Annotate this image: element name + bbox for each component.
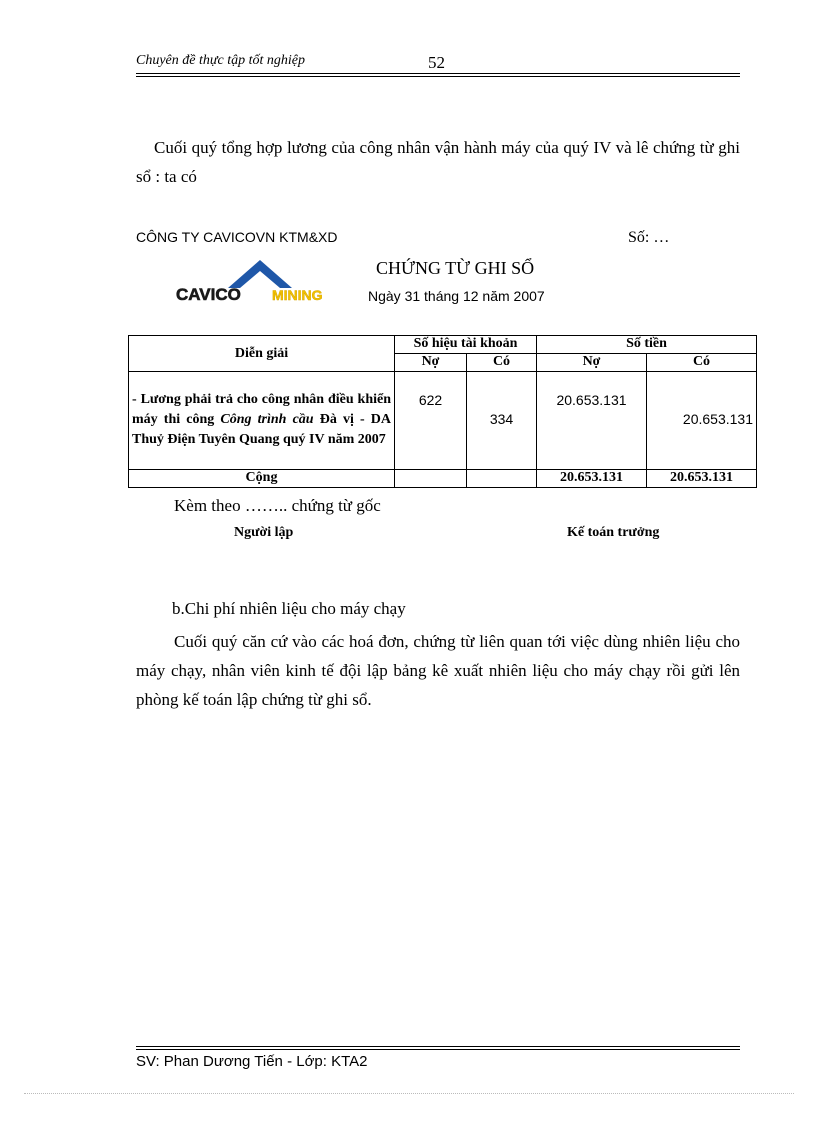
page-number: 52 [428,53,445,72]
desc-part2: Đà vị - DA Thuỷ Điện Tuyên Quang quý IV năm 2007 [132,412,391,447]
row-description [129,372,395,470]
total-debit: 20.653.131 [537,470,647,488]
sub-debit-amount: Nợ [537,354,647,372]
logo-mountain-icon [176,258,346,304]
footer-text: SV: Phan Dương Tiến - Lớp: KTA2 [136,1053,368,1070]
attachment-line: Kèm theo …….. chứng từ gốc [174,496,381,515]
row-credit-account: 334 [467,372,537,470]
col-description-header: Diễn giải [129,336,395,372]
col-account-group-header: Số hiệu tài khoản [395,336,537,354]
row-debit-amount: 20.653.131 [537,372,647,470]
company-logo [176,258,346,304]
voucher-table [128,335,757,488]
document-title: CHỨNG TỪ GHI SỔ [376,258,535,278]
footer-rule-2 [136,1049,740,1050]
desc-italic: Công trình cầu [220,412,314,427]
header-rule [136,73,740,74]
sub-debit-account: Nợ [395,354,467,372]
row-credit-amount: 20.653.131 [647,372,757,470]
footer-rule [136,1046,740,1047]
header-rule-2 [136,76,740,77]
desc-part1: - Lương phải trả cho công nhân điều khiển máy thi công [132,392,391,427]
row-debit-account: 622 [395,372,467,470]
sub-credit-account: Có [467,354,537,372]
page-edge-dots [24,1093,794,1094]
logo-text-cavico: CAVICO [176,285,241,304]
total-row [129,470,757,488]
document-date: Ngày 31 tháng 12 năm 2007 [368,288,545,304]
company-name: CÔNG TY CAVICOVN KTM&XD [136,229,338,245]
intro-paragraph: Cuối quý tổng hợp lương của công nhân vận hành máy của quý IV và lê chứng từ ghi sổ : ta có [136,138,740,186]
total-label: Cộng [129,470,395,488]
col-amount-group-header: Số tiền [537,336,757,354]
chief-accountant-label: Kế toán trưởng [567,525,660,540]
total-empty-1 [395,470,467,488]
logo-text-mining: MINING [272,287,323,303]
table-row [129,372,757,470]
section-b-paragraph: Cuối quý căn cứ vào các hoá đơn, chứng từ liên quan tới việc dùng nhiên liệu cho máy chạy, nhân viên kinh tế đội lập bảng kê xuất nhiên liệu cho máy chạy rồi gửi lên phòng kế toán lập chứng từ ghi sổ. [136,632,740,709]
total-credit: 20.653.131 [647,470,757,488]
sub-credit-amount: Có [647,354,757,372]
total-empty-2 [467,470,537,488]
section-b-heading: b.Chi phí nhiên liệu cho máy chạy [172,599,406,618]
document-number: Số: … [628,229,670,246]
preparer-label: Người lập [234,525,294,540]
header-title: Chuyên đề thực tập tốt nghiệp [136,53,305,68]
